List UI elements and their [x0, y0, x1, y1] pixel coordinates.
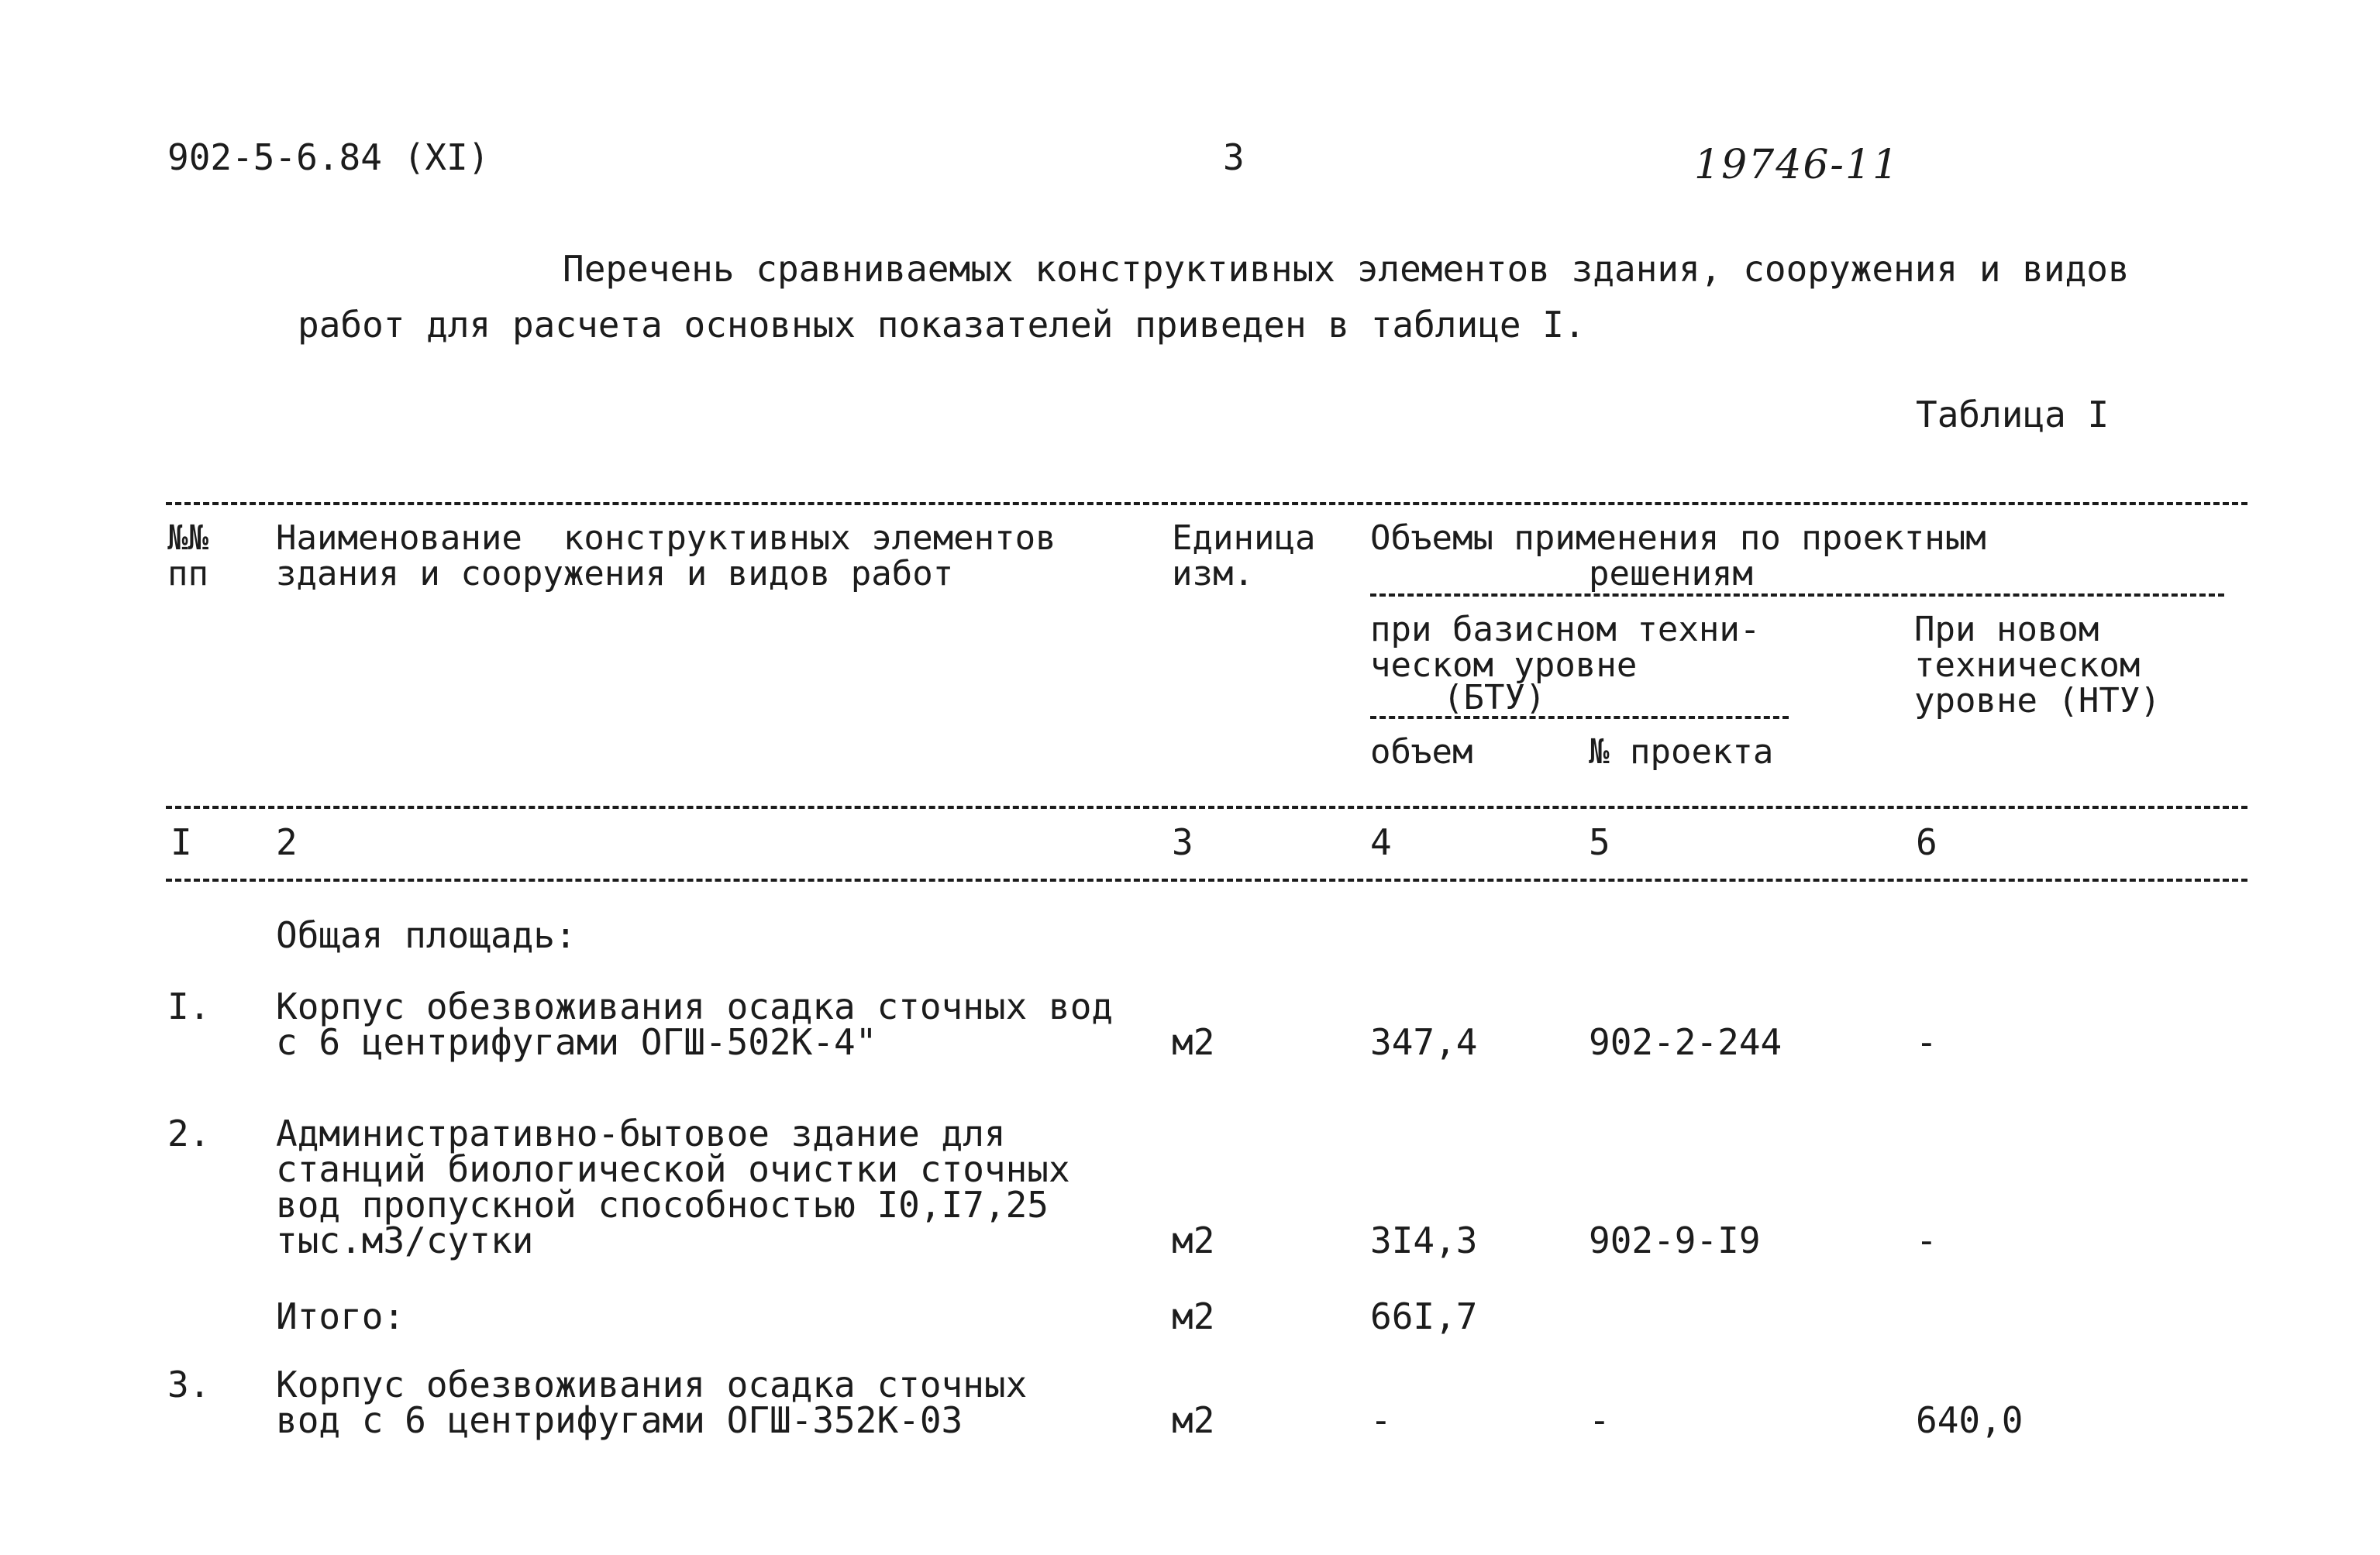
- row-1-name: Корпус обезвоживания осадка сточных вод с 6 центрифугами ОГШ-502К-4": [276, 986, 1114, 1063]
- volumes-subheader-rule: [1370, 593, 2224, 597]
- row-3-ntu: 640,0: [1916, 1399, 2024, 1441]
- row-1-project: 902-2-244: [1589, 1021, 1782, 1063]
- table-label: Таблица I: [1916, 394, 2110, 435]
- row-2-unit: м2: [1172, 1220, 1215, 1261]
- row-2-volume: 3I4,3: [1370, 1220, 1478, 1261]
- row-2-name: Административно-бытовое здание для станций биологической очистки сточных вод пропускной способностью I0,I7,25 тыс.м3/сутки: [276, 1113, 1070, 1261]
- column-number-4: 4: [1370, 821, 1392, 863]
- row-3-volume: -: [1370, 1399, 1392, 1441]
- column-number-6: 6: [1916, 821, 1937, 863]
- row-1-volume: 347,4: [1370, 1021, 1478, 1063]
- row-3-name: Корпус обезвоживания осадка сточных вод с 6 центрифугами ОГШ-352К-03: [276, 1364, 1028, 1441]
- header-volumes-sub: решениям: [1589, 554, 1753, 593]
- header-btu: при базисном техни- ческом уровне: [1370, 610, 1761, 685]
- total-label: Итого:: [276, 1295, 405, 1337]
- intro-line-1: Перечень сравниваемых конструктивных элементов здания, сооружения и видов: [563, 248, 2130, 290]
- header-volumes: Объемы применения по проектным: [1370, 518, 1986, 558]
- handwritten-inventory-number: 19746-11: [1694, 142, 1900, 188]
- btu-subheader-rule: [1370, 716, 1789, 719]
- header-project-no: № проекта: [1589, 732, 1774, 772]
- header-num: №№ пп: [167, 518, 208, 593]
- row-1-ntu: -: [1916, 1021, 1937, 1063]
- column-number-5: 5: [1589, 821, 1610, 863]
- header-unit: Единица изм.: [1172, 518, 1316, 593]
- row-3-project: -: [1589, 1399, 1610, 1441]
- column-number-1: I: [170, 821, 192, 863]
- header-volume: объем: [1370, 732, 1473, 772]
- row-2-project: 902-9-I9: [1589, 1220, 1761, 1261]
- table-top-rule: [166, 502, 2247, 505]
- total-volume: 66I,7: [1370, 1295, 1478, 1337]
- column-number-2: 2: [276, 821, 298, 863]
- row-2-num: 2.: [167, 1113, 211, 1154]
- header-bottom-rule: [166, 806, 2247, 809]
- header-name: Наименование конструктивных элементов здания и сооружения и видов работ: [276, 518, 1056, 593]
- section-title: Общая площадь:: [276, 914, 577, 956]
- row-3-unit: м2: [1172, 1399, 1215, 1441]
- header-btu-abbr: (БТУ): [1443, 678, 1546, 717]
- row-2-ntu: -: [1916, 1220, 1937, 1261]
- intro-line-2: работ для расчета основных показателей приведен в таблице I.: [298, 304, 1586, 346]
- column-numbers-bottom-rule: [166, 879, 2247, 882]
- page-number: 3: [1223, 136, 1245, 178]
- total-unit: м2: [1172, 1295, 1215, 1337]
- row-1-num: I.: [167, 986, 211, 1027]
- header-ntu: При новом техническом уровне (НТУ): [1914, 610, 2161, 721]
- row-1-unit: м2: [1172, 1021, 1215, 1063]
- row-3-num: 3.: [167, 1364, 211, 1405]
- document-code: 902-5-6.84 (XI): [167, 136, 490, 178]
- column-number-3: 3: [1172, 821, 1193, 863]
